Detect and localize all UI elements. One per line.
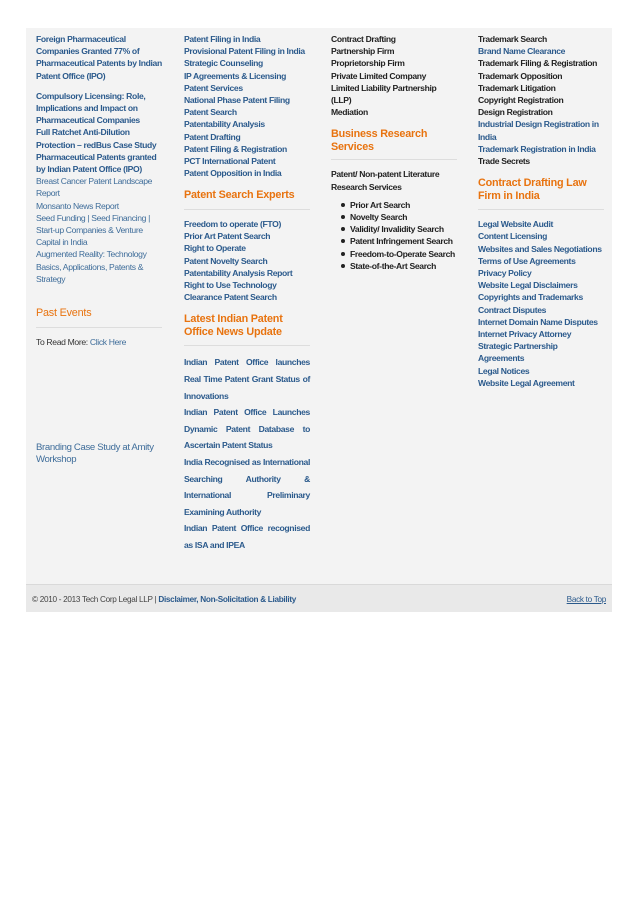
article-link[interactable]: Breast Cancer Patent Landscape Report [36, 176, 153, 199]
patent-service-link[interactable]: Patent Search [184, 107, 237, 118]
footer-left [32, 595, 296, 604]
patent-service-link[interactable]: National Phase Patent Filing [184, 95, 290, 106]
disclaimer-link[interactable]: Disclaimer, Non-Solicitation & Liability [158, 595, 297, 604]
patent-service-link[interactable]: Provisional Patent Filing in India [184, 46, 305, 57]
trademark-link[interactable]: Brand Name Clearance [478, 46, 566, 57]
business-research-links [331, 168, 457, 192]
trademark-link[interactable]: Industrial Design Registration in India [478, 119, 599, 142]
patent-service-link[interactable]: Patent Filing in India [184, 34, 261, 44]
back-to-top-link[interactable]: Back to Top [566, 595, 606, 604]
contract-link[interactable]: Websites and Sales Negotiations [478, 243, 602, 254]
contract-link[interactable]: Terms of Use Agreements [478, 255, 576, 266]
article-link[interactable]: Pharmaceutical Patents granted by Indian Patent Office (IPO) [36, 151, 157, 175]
column-patent-services [184, 33, 310, 553]
copyright-text: © 2010 - 2013 Tech Corp Legal LLP | [32, 595, 157, 604]
patent-search-link[interactable]: Patentability Analysis Report [184, 267, 293, 278]
trademark-links [478, 33, 604, 167]
patent-service-link[interactable]: IP Agreements & Licensing [184, 70, 287, 81]
contract-link[interactable]: Internet Privacy Attorney [478, 329, 572, 340]
article-links-secondary [36, 175, 162, 285]
article-link[interactable]: Full Ratchet Anti-Dilution Protection – redBus Case Study [36, 127, 157, 150]
search-service-item[interactable]: State-of-the-Art Search [341, 260, 457, 272]
search-service-item[interactable]: Validity/ Invalidity Search [341, 223, 457, 235]
search-service-item[interactable]: Novelty Search [341, 211, 457, 223]
patent-search-link[interactable]: Prior Art Patent Search [184, 231, 271, 242]
contract-link[interactable]: Privacy Policy [478, 268, 532, 279]
contract-link[interactable]: Strategic Partnership Agreements [478, 341, 558, 364]
read-more-line [36, 336, 162, 348]
patent-service-link[interactable]: PCT International Patent [184, 156, 276, 167]
trademark-link[interactable]: Trademark Litigation [478, 82, 556, 93]
contract-link[interactable]: Legal Website Audit [478, 219, 553, 230]
business-research-link[interactable]: Patent/ Non-patent Literature [331, 169, 440, 180]
column-articles [36, 33, 162, 467]
patent-search-link[interactable]: Clearance Patent Search [184, 292, 277, 303]
contract-link[interactable]: Internet Domain Name Disputes [478, 316, 598, 327]
patent-search-link[interactable]: Right to Use Technology [184, 279, 277, 290]
contract-drafting-heading: Contract Drafting Law Firm in India [478, 177, 604, 210]
news-item[interactable]: Indian Patent Office recognised as ISA and IPEA [184, 523, 310, 550]
news-item[interactable]: India Recognised as International Searching Authority & International Preliminary Examining Authority [184, 456, 310, 517]
news-item[interactable]: Indian Patent Office launches Real Time Patent Grant Status of Innovations [184, 357, 310, 401]
business-service-link[interactable]: Mediation [331, 107, 368, 118]
past-events-heading: Past Events [36, 307, 162, 328]
patent-service-link[interactable]: Strategic Counseling [184, 58, 263, 69]
event-link[interactable]: Branding Case Study at Amity Workshop [36, 441, 154, 466]
trademark-link[interactable]: Copyright Registration [478, 95, 564, 106]
trademark-link[interactable]: Trademark Opposition [478, 70, 563, 81]
patent-search-link[interactable]: Patent Novelty Search [184, 255, 268, 266]
article-link[interactable]: Monsanto News Report [36, 200, 119, 211]
news-update-heading: Latest Indian Patent Office News Update [184, 313, 310, 346]
article-link[interactable]: Compulsory Licensing: Role, Implications and Impact on Pharmaceutical Companies [36, 90, 146, 126]
patent-search-links [184, 218, 310, 303]
read-more-link[interactable]: Click Here [89, 336, 126, 347]
trademark-link[interactable]: Trademark Filing & Registration [478, 58, 598, 69]
business-service-links [331, 33, 457, 118]
contract-links [478, 218, 604, 389]
patent-service-links [184, 33, 310, 179]
article-links [36, 33, 162, 175]
search-service-item[interactable]: Freedom-to-Operate Search [341, 248, 457, 260]
patent-service-link[interactable]: Patent Services [184, 82, 243, 93]
patent-service-link[interactable]: Patent Opposition in India [184, 168, 282, 179]
contract-link[interactable]: Legal Notices [478, 365, 530, 376]
trademark-link[interactable]: Trade Secrets [478, 156, 530, 167]
patent-service-link[interactable]: Patent Filing & Registration [184, 143, 287, 154]
news-item[interactable]: Indian Patent Office Launches Dynamic Patent Database to Ascertain Patent Status [184, 407, 310, 451]
contract-link[interactable]: Website Legal Disclaimers [478, 280, 578, 291]
business-research-heading: Business Research Services [331, 128, 457, 160]
contract-link[interactable]: Contract Disputes [478, 304, 547, 315]
article-link[interactable]: Foreign Pharmaceutical Companies Granted 77% of Pharmaceutical Patents by Indian Patent Office (IPO) [36, 34, 162, 81]
patent-search-link[interactable]: Freedom to operate (FTO) [184, 218, 281, 229]
patent-service-link[interactable]: Patentability Analysis [184, 119, 265, 130]
trademark-link[interactable]: Trademark Search [478, 34, 547, 44]
business-service-link[interactable]: Proprietorship Firm [331, 58, 405, 69]
column-trademark-services [478, 33, 604, 389]
column-business-services [331, 33, 457, 272]
trademark-link[interactable]: Design Registration [478, 107, 553, 118]
search-services-list [331, 199, 457, 272]
business-service-link[interactable]: Partnership Firm [331, 46, 395, 57]
patent-service-link[interactable]: Patent Drafting [184, 131, 241, 142]
business-research-link[interactable]: Research Services [331, 181, 402, 192]
footer [26, 584, 612, 612]
article-link[interactable]: Seed Funding | Seed Financing | Start-up Companies & Venture Capital in India [36, 212, 151, 248]
search-service-item[interactable]: Prior Art Search [341, 199, 457, 211]
contract-link[interactable]: Content Licensing [478, 231, 548, 242]
contract-link[interactable]: Website Legal Agreement [478, 377, 575, 388]
news-list [184, 354, 310, 553]
contract-link[interactable]: Copyrights and Trademarks [478, 292, 583, 303]
read-more-label: To Read More: [36, 336, 88, 347]
business-service-link[interactable]: Contract Drafting [331, 34, 396, 44]
business-service-link[interactable]: Limited Liability Partnership (LLP) [331, 82, 437, 106]
trademark-link[interactable]: Trademark Registration in India [478, 143, 596, 154]
business-service-link[interactable]: Private Limited Company [331, 70, 427, 81]
patent-search-link[interactable]: Right to Operate [184, 243, 246, 254]
patent-search-experts-heading: Patent Search Experts [184, 189, 310, 210]
search-service-item[interactable]: Patent Infringement Search [341, 235, 457, 247]
article-link[interactable]: Augmented Reality: Technology Basics, Applications, Patents & Strategy [36, 249, 147, 284]
